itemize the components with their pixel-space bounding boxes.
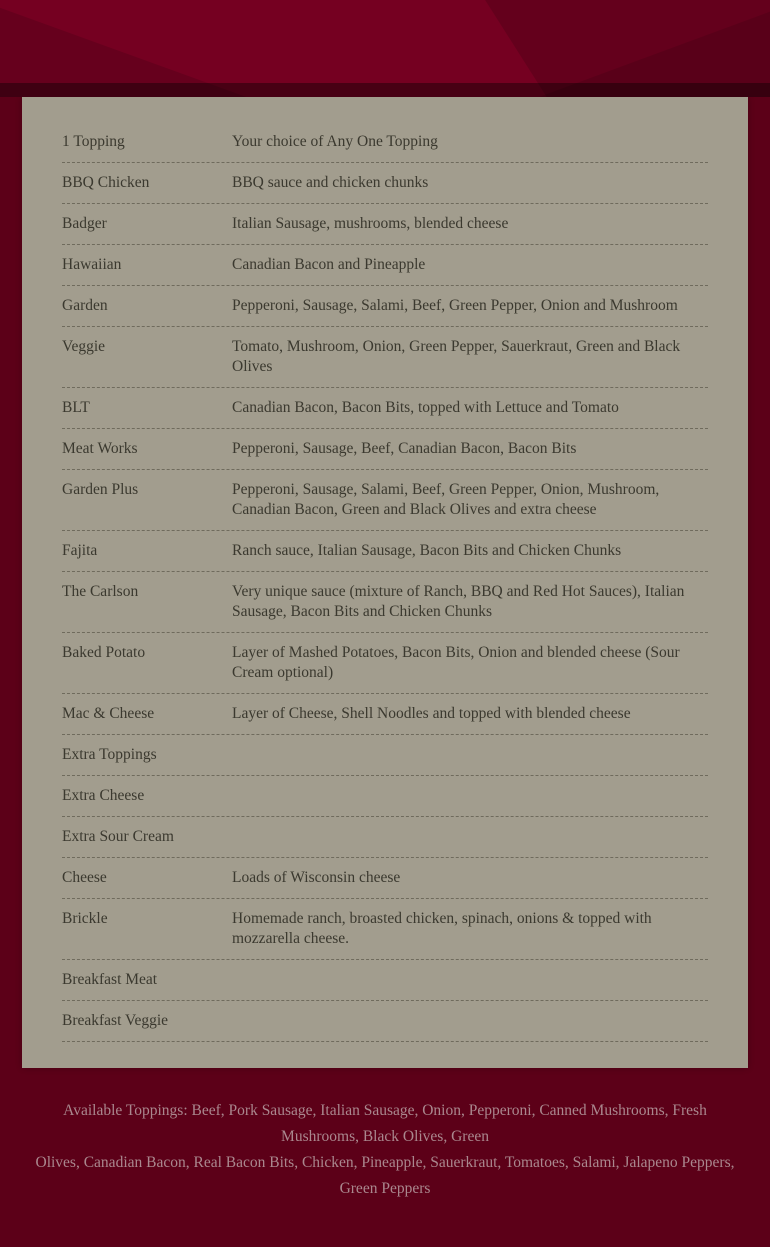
menu-item-description: Layer of Mashed Potatoes, Bacon Bits, Onion and blended cheese (Sour Cream optional)	[232, 644, 680, 681]
menu-item-name: Baked Potato	[62, 644, 146, 661]
menu-panel	[22, 97, 748, 1068]
menu-item-name: Fajita	[62, 542, 98, 559]
menu-item-name: The Carlson	[62, 583, 139, 600]
menu-row	[62, 817, 708, 858]
menu-row	[62, 633, 708, 694]
menu-item-name: BBQ Chicken	[62, 174, 150, 191]
menu-item-description: Homemade ranch, broasted chicken, spinach, onions & topped with mozzarella cheese.	[232, 910, 652, 947]
menu-item-description: Canadian Bacon, Bacon Bits, topped with Lettuce and Tomato	[232, 399, 619, 416]
menu-item-name: Breakfast Meat	[62, 971, 158, 988]
menu-item-description: Pepperoni, Sausage, Beef, Canadian Bacon, Bacon Bits	[232, 440, 577, 457]
menu-item-name: Hawaiian	[62, 256, 122, 273]
menu-item-description: Layer of Cheese, Shell Noodles and topped with blended cheese	[232, 705, 631, 722]
menu-row	[62, 327, 708, 388]
menu-row	[62, 735, 708, 776]
available-toppings-text: Available Toppings: Beef, Pork Sausage, Italian Sausage, Onion, Pepperoni, Canned Mushrooms, Fresh Mushrooms, Black Olives, Green Olives, Canadian Bacon, Real Bacon Bits, Chicken, Pineapple, Sauerkraut, Tomatoes, Salami, Jalapeno Peppers, Green Peppers	[35, 1102, 735, 1197]
menu-item-description	[232, 1011, 708, 1031]
menu-row	[62, 429, 708, 470]
banner-bottom-band	[0, 83, 770, 97]
menu-item-description: Canadian Bacon and Pineapple	[232, 256, 426, 273]
menu-row	[62, 122, 708, 163]
menu-item-description	[232, 970, 708, 990]
menu-row	[62, 531, 708, 572]
menu-item-description: Very unique sauce (mixture of Ranch, BBQ and Red Hot Sauces), Italian Sausage, Bacon Bits and Chicken Chunks	[232, 583, 685, 620]
menu-item-description	[232, 745, 708, 765]
menu-item-description: Pepperoni, Sausage, Salami, Beef, Green Pepper, Onion and Mushroom	[232, 297, 678, 314]
menu-row	[62, 470, 708, 531]
menu-item-name: Garden Plus	[62, 481, 139, 498]
menu-item-description: Italian Sausage, mushrooms, blended cheese	[232, 215, 509, 232]
menu-row	[62, 572, 708, 633]
menu-item-name: BLT	[62, 399, 90, 416]
menu-item-name: Meat Works	[62, 440, 138, 457]
menu-row	[62, 858, 708, 899]
menu-row	[62, 960, 708, 1001]
menu-item-name: 1 Topping	[62, 133, 125, 150]
menu-row	[62, 163, 708, 204]
menu-item-name: Cheese	[62, 869, 107, 886]
menu-item-name: Garden	[62, 297, 108, 314]
menu-item-name: Brickle	[62, 910, 108, 927]
menu-row	[62, 286, 708, 327]
menu-row	[62, 694, 708, 735]
menu-item-description: Ranch sauce, Italian Sausage, Bacon Bits and Chicken Chunks	[232, 542, 622, 559]
menu-item-description: Loads of Wisconsin cheese	[232, 869, 401, 886]
menu-item-name: Extra Toppings	[62, 746, 157, 763]
menu-row	[62, 204, 708, 245]
menu-item-name: Mac & Cheese	[62, 705, 155, 722]
menu-row	[62, 245, 708, 286]
menu-item-description: Tomato, Mushroom, Onion, Green Pepper, Sauerkraut, Green and Black Olives	[232, 338, 681, 375]
menu-item-name: Extra Sour Cream	[62, 828, 174, 845]
menu-item-name: Breakfast Veggie	[62, 1012, 169, 1029]
menu-row	[62, 776, 708, 817]
toppings-footer	[0, 1068, 770, 1222]
menu-item-description	[232, 786, 708, 806]
menu-row	[62, 1001, 708, 1042]
menu-rows	[62, 122, 708, 1042]
menu-item-name: Veggie	[62, 338, 106, 355]
menu-row	[62, 899, 708, 960]
menu-row	[62, 388, 708, 429]
menu-item-name: Extra Cheese	[62, 787, 145, 804]
menu-item-description: Your choice of Any One Topping	[232, 133, 438, 150]
menu-item-description: Pepperoni, Sausage, Salami, Beef, Green Pepper, Onion, Mushroom, Canadian Bacon, Green and Black Olives and extra cheese	[232, 481, 660, 518]
menu-item-description: BBQ sauce and chicken chunks	[232, 174, 429, 191]
maroon-banner	[0, 0, 770, 97]
menu-item-description	[232, 827, 708, 847]
menu-item-name: Badger	[62, 215, 107, 232]
